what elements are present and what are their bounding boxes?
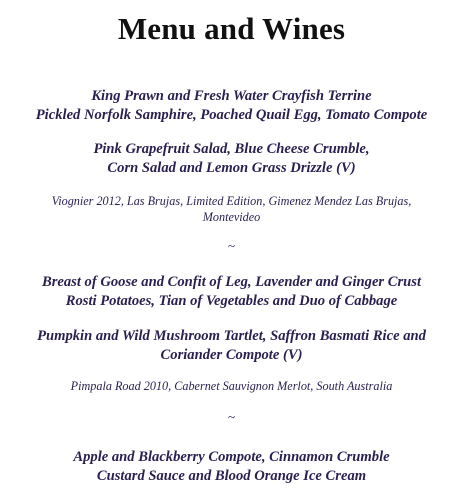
main-wine-line-1: Pimpala Road 2010, Cabernet Sauvignon Merlot, South Australia bbox=[70, 379, 393, 393]
starter-wine-line-2: Montevideo bbox=[202, 210, 261, 224]
starter-wine bbox=[0, 193, 463, 225]
main-wine bbox=[0, 378, 463, 394]
starter-dish-salad-line-1: Pink Grapefruit Salad, Blue Cheese Crumble, bbox=[93, 141, 370, 157]
course-separator-2: ~ bbox=[227, 409, 236, 424]
course-separator-1: ~ bbox=[227, 238, 236, 253]
starter-dish-prawn-terrine bbox=[0, 87, 463, 125]
starter-dish-prawn-line-2: Pickled Norfolk Samphire, Poached Quail Egg, Tomato Compote bbox=[35, 107, 428, 123]
main-dish-goose-line-2: Rosti Potatoes, Tian of Vegetables and Duo of Cabbage bbox=[65, 293, 398, 309]
main-dish-tartlet-line-2: Coriander Compote (V) bbox=[160, 347, 303, 363]
main-dish-goose-line-1: Breast of Goose and Confit of Leg, Lavender and Ginger Crust bbox=[41, 274, 422, 290]
starter-dish-grapefruit-salad bbox=[0, 140, 463, 178]
starter-dish-salad-line-2: Corn Salad and Lemon Grass Drizzle (V) bbox=[107, 160, 356, 176]
menu-title: Menu and Wines bbox=[117, 11, 346, 46]
dessert-dish-line-2: Custard Sauce and Blood Orange Ice Cream bbox=[96, 468, 367, 484]
main-dish-pumpkin-tartlet bbox=[0, 327, 463, 365]
starter-dish-prawn-line-1: King Prawn and Fresh Water Crayfish Terrine bbox=[91, 88, 372, 104]
main-dish-tartlet-line-1: Pumpkin and Wild Mushroom Tartlet, Saffron Basmati Rice and bbox=[37, 328, 426, 344]
dessert-dish-apple-compote bbox=[0, 448, 463, 486]
starter-wine-line-1: Viognier 2012, Las Brujas, Limited Edition, Gimenez Mendez Las Brujas, bbox=[51, 194, 412, 208]
dessert-dish-line-1: Apple and Blackberry Compote, Cinnamon Crumble bbox=[73, 449, 390, 465]
main-dish-goose bbox=[0, 273, 463, 311]
